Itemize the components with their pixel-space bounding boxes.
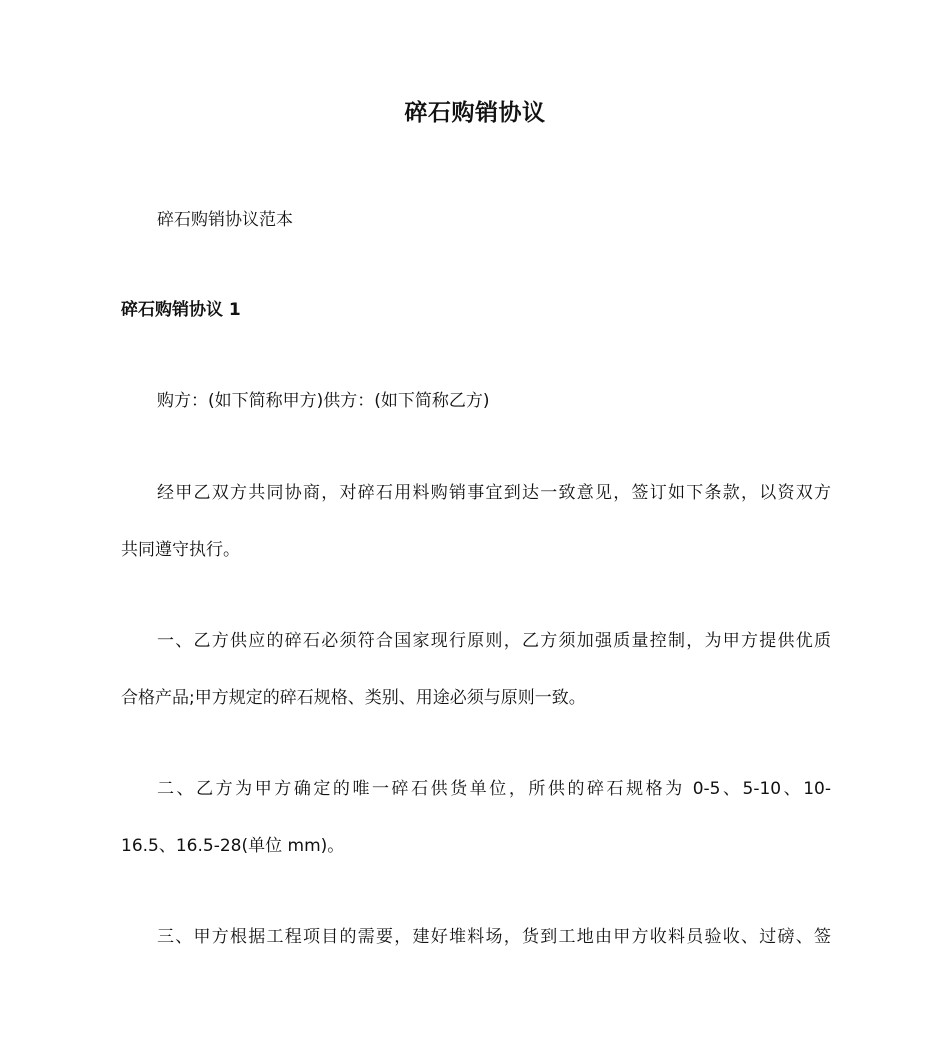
clause-2-line-2: 16.5、16.5-28(单位 mm)。 (121, 836, 345, 856)
intro-line-1: 经甲乙双方共同协商，对碎石用料购销事宜到达一致意见，签订如下条款，以资双方 (157, 483, 831, 503)
parties-line: 购方：(如下简称甲方)供方：(如下简称乙方) (157, 391, 490, 411)
intro-line-2: 共同遵守执行。 (121, 540, 240, 560)
document-subtitle: 碎石购销协议范本 (157, 210, 293, 230)
clause-2-line-1: 二、乙方为甲方确定的唯一碎石供货单位，所供的碎石规格为 0-5、5-10、10- (157, 779, 831, 799)
section-heading: 碎石购销协议 1 (121, 300, 241, 320)
clause-3-line-1: 三、甲方根据工程项目的需要，建好堆料场，货到工地由甲方收料员验收、过磅、签 (157, 927, 831, 947)
clause-1-line-2: 合格产品;甲方规定的碎石规格、类别、用途必须与原则一致。 (121, 688, 586, 708)
document-title: 碎石购销协议 (404, 100, 546, 126)
clause-1-line-1: 一、乙方供应的碎石必须符合国家现行原则，乙方须加强质量控制，为甲方提供优质 (157, 631, 831, 651)
